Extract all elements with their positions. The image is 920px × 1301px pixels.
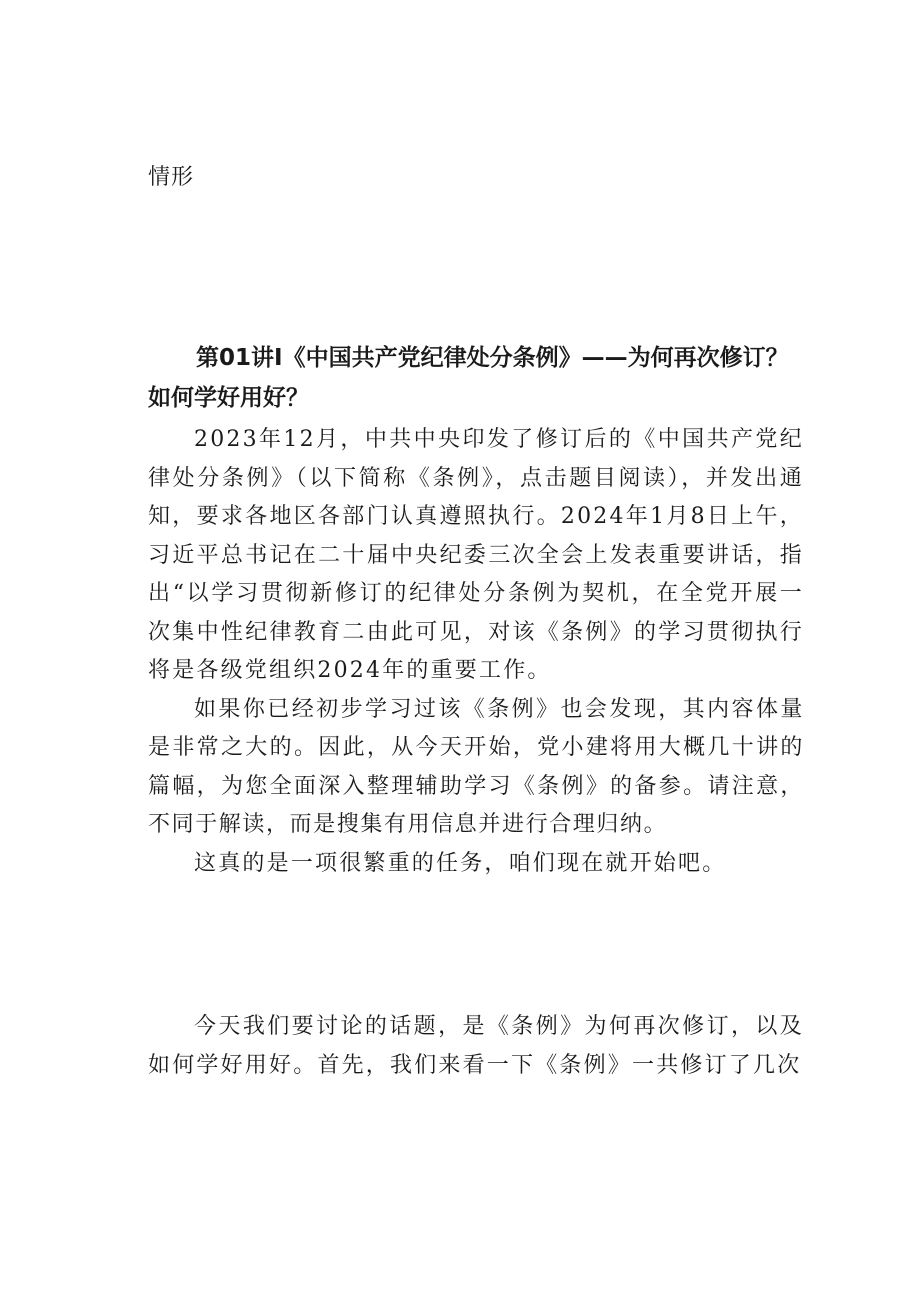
topic-section (148, 1008, 804, 1085)
paragraph-series-intro: 如果你已经初步学习过该《条例》也会发现，其内容体量是非常之大的。因此，从今天开始，党小建将用大概几十讲的篇幅，为您全面深入整理辅助学习《条例》的备参。请注意，不同于解读，而是搜集有用信息并进行合理归纳。 (148, 696, 804, 837)
intro-section (148, 421, 804, 883)
page-fragment-text: 情形 (148, 165, 195, 190)
paragraph-announcement: 2023年12月，中共中央印发了修订后的《中国共产党纪律处分条例》（以下简称《条例》，点击题目阅读），并发出通知，要求各地区各部门认真遵照执行。2024年1月8日上午，习近平总书记在二十届中央纪委三次全会上发表重要讲话，指出“以学习贯彻新修订的纪律处分条例为契机，在全党开展一次集中性纪律教育二由此可见，对该《条例》的学习贯彻执行将是各级党组织2024年的重要工作。 (148, 427, 804, 683)
paragraph-topic: 今天我们要讨论的话题，是《条例》为何再次修订，以及如何学好用好。首先，我们来看一下《条例》一共修订了几次 (148, 1014, 804, 1078)
paragraph-start: 这真的是一项很繁重的任务，咱们现在就开始吧。 (194, 850, 727, 876)
lecture-title: 第01讲I《中国共产党纪律处分条例》——为何再次修订？如何学好用好？ (148, 345, 789, 411)
